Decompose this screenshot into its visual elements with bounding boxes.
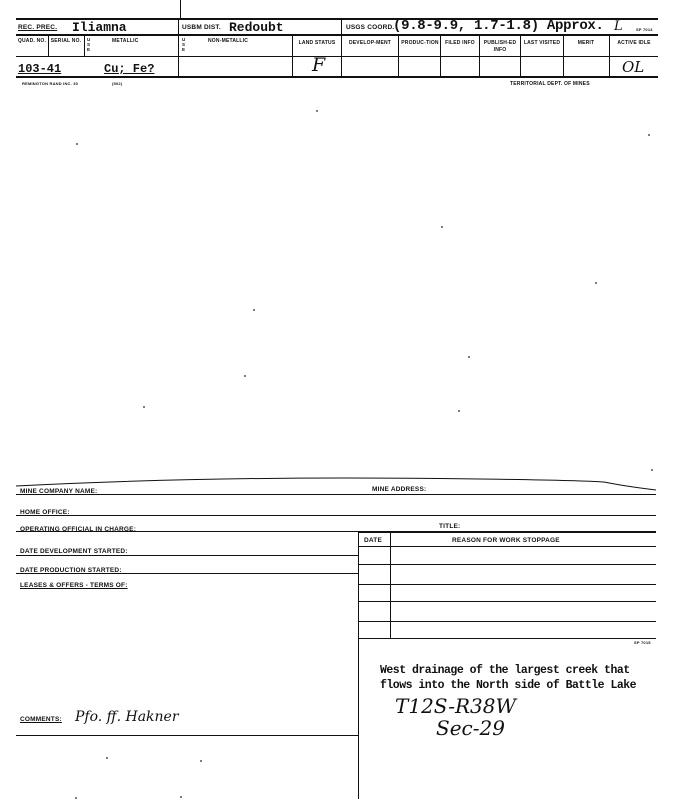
note-line-1: West drainage of the largest creek that (380, 664, 630, 677)
hand-section: Sec-29 (436, 716, 505, 740)
col-development: DEVELOP-MENT (348, 40, 392, 46)
col-use-right: U S E (182, 37, 186, 52)
scan-speck (458, 410, 460, 412)
prod-started-label: DATE PRODUCTION STARTED: (20, 567, 122, 574)
scan-speck (180, 796, 182, 798)
col-land-status: LAND STATUS (298, 40, 336, 46)
coord-mark: L (614, 19, 623, 34)
printer-code: (502) (112, 81, 123, 86)
scan-speck (253, 309, 255, 311)
usbm-dist-label: USBM DIST. (182, 24, 221, 31)
mine-address-label: MINE ADDRESS: (372, 486, 427, 493)
usgs-coord-label: USGS COORD. (346, 24, 395, 31)
scan-speck (75, 797, 77, 799)
col-filed-info: FILED INFO (445, 40, 475, 46)
scan-speck (106, 757, 108, 759)
title-label: TITLE: (439, 523, 461, 530)
form-code-bottom: SP 7015 (634, 640, 651, 645)
rec-prec-value: Iliamna (72, 20, 127, 35)
dev-started-label: DATE DEVELOPMENT STARTED: (20, 548, 128, 555)
scan-speck (441, 226, 443, 228)
scan-speck (244, 375, 246, 377)
mine-company-label: MINE COMPANY NAME: (20, 488, 98, 495)
scan-speck (651, 469, 653, 471)
usgs-coord-value: (9.8-9.9, 1.7-1.8) Approx. (393, 18, 604, 34)
col-non-metallic: NON-METALLIC (208, 38, 249, 44)
col-production: PRODUC-TION (401, 40, 439, 46)
scan-speck (76, 143, 78, 145)
date-label: DATE (364, 537, 383, 544)
reason-label: REASON FOR WORK STOPPAGE (452, 537, 560, 544)
card-edge (14, 474, 658, 496)
form-code-top: SP 7014 (636, 27, 653, 32)
comments-value: Pfo. ff. Hakner (75, 709, 179, 725)
scan-speck (143, 406, 145, 408)
col-active-idle: ACTIVE IDLE (617, 40, 651, 46)
comments-label: COMMENTS: (20, 716, 62, 723)
scan-speck (200, 760, 202, 762)
note-line-2: flows into the North side of Battle Lake (380, 679, 637, 692)
scan-speck (468, 356, 470, 358)
col-quad-no: QUAD. NO. (17, 38, 47, 44)
col-serial-no: SERIAL NO. (50, 38, 82, 44)
row-land-status: F (312, 54, 326, 76)
col-metallic: METALLIC (112, 38, 139, 44)
row-metallic: Cu; Fe? (104, 62, 155, 76)
col-last-visited: LAST VISITED (523, 40, 561, 46)
rec-prec-label: REC. PREC. (18, 24, 58, 31)
col-merit: MERIT (577, 40, 595, 46)
scan-speck (595, 282, 597, 284)
col-use-left: U S E (87, 37, 91, 52)
printer-imprint: REMINGTON RAND INC. 30 (22, 81, 79, 86)
row-quad-serial: 103-41 (18, 62, 62, 76)
operating-official-label: OPERATING OFFICIAL IN CHARGE: (20, 526, 137, 533)
col-published-info: PUBLISH-ED INFO (483, 40, 517, 53)
usbm-dist-value: Redoubt (229, 20, 284, 35)
row-active-idle: OL (622, 58, 645, 76)
home-office-label: HOME OFFICE: (20, 509, 70, 516)
leases-label: LEASES & OFFERS - TERMS OF: (20, 582, 128, 589)
department: TERRITORIAL DEPT. OF MINES (510, 81, 590, 87)
scan-speck (648, 134, 650, 136)
scan-speck (316, 110, 318, 112)
hand-township: T12S-R38W (395, 694, 517, 718)
